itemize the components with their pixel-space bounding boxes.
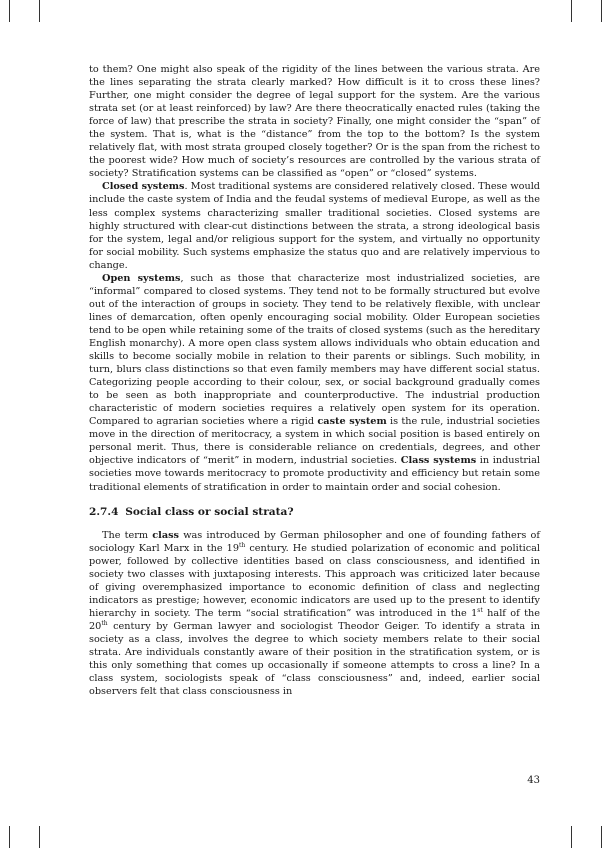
crop-mark <box>39 0 40 22</box>
paragraph-text: in industrial societies move towards meritocracy to promote productivity and efficiency but retain some traditional elements of stratification in order to maintain order and social cohesion. <box>89 455 541 493</box>
crop-mark <box>9 826 10 848</box>
crop-mark <box>601 826 602 848</box>
superscript: th <box>239 541 246 549</box>
paragraph-closed-systems <box>89 180 540 271</box>
term-open-systems: Open systems <box>102 272 181 284</box>
paragraph-open-systems <box>89 272 540 494</box>
paragraph-text: half of the 20 <box>89 607 540 632</box>
paragraph-text: , such as those that characterize most industrialized societies, are “informal” compared to closed systems. They tend not to be formally structured but evolve out of the interaction of groups in society. They tend to be relatively flexible, with unclear lines of demarcation, often openly encouraging social mobility. Older European societies tend to be open while retaining some of the traits of closed systems (such as the hereditary English monarchy). A more open class system allows individuals who obtain education and skills to become socially mobile in relation to their parents or siblings. Such mobility, in turn, blurs class distinctions so that even family members may have different social status. Categorizing people according to their colour, sex, or social background gradually comes to be seen as both inappropriate and counterproductive. The industrial production characteristic of modern societies requires a relatively open system for its operation. Compared to agrarian societies where a rigid <box>89 272 541 428</box>
section-title: Social class or social strata? <box>125 505 294 518</box>
crop-mark <box>39 826 40 848</box>
superscript: th <box>101 619 108 627</box>
section-heading <box>89 506 540 519</box>
page-number: 43 <box>527 775 540 786</box>
paragraph-text: . Most traditional systems are considered relatively closed. These would include the caste system of India and the feudal systems of medieval Europe, as well as the less complex systems characterizing smaller traditional societies. Closed systems are highly structured with clear-cut distinctions between the strata, a strong ideological basis for the system, legal and/or religious support for the system, and virtually no opportunity for social mobility. Such systems emphasize the status quo and are relatively impervious to change. <box>89 181 541 271</box>
paragraph-text: is the rule, industrial societies move in the direction of meritocracy, a system in which social position is based entirely on personal merit. Thus, there is considerable reliance on credentials, degrees, and other objective indicators of “merit” in modern, industrial societies. <box>89 416 540 467</box>
paragraph-text: was introduced by German philosopher and one of founding fathers of sociology Karl Marx in the 19 <box>89 529 540 554</box>
paragraph-text: century. He studied polarization of economic and political power, followed by collective identities based on class consciousness, and identified in society two classes with juxtaposing interests. This approach was criticized later because of giving overemphasized importance to economic definition of class and neglecting indicators as prestige; however, economic indicators are used up to the present to identify hierarchy in society. The term “social stratification” was introduced in the 1 <box>89 542 540 619</box>
term-caste-system: caste system <box>317 416 387 428</box>
page-body <box>89 63 540 698</box>
term-class-systems: Class systems <box>400 455 477 467</box>
paragraph-text: The term <box>102 529 153 541</box>
term-class: class <box>152 529 180 541</box>
crop-mark <box>571 0 572 22</box>
crop-mark <box>571 826 572 848</box>
paragraph: to them? One might also speak of the rigidity of the lines between the various strata. Are the lines separating the strata clearly marked? How difficult is it to cross these lines? Further, one might consider the degree of legal support for the system. Are the various strata set (or at least reinforced) by law? Are there theocratically enacted rules (taking the force of law) that prescribe the strata in society? Finally, one might consider the “span” of the system. That is, what is the “distance” from the top to the bottom? Is the system relatively flat, with most strata grouped closely together? Or is the span from the richest to the poorest wide? How much of society’s resources are controlled by the various strata of society? Stratification systems can be classified as “open” or “closed” systems. <box>89 64 540 180</box>
crop-mark <box>9 0 10 22</box>
paragraph-social-class <box>89 529 540 699</box>
superscript: st <box>477 606 483 614</box>
paragraph-text: century by German lawyer and sociologist Theodor Geiger. To identify a strata in society as a class, involves the degree to which society members relate to their social strata. Are individuals constantly aware of their position in the stratification system, or is this only something that comes up occasionally if someone attempts to cross a line? In a class system, sociologists speak of “class consciousness” and, indeed, earlier social observers felt that class consciousness in <box>89 620 540 698</box>
section-number: 2.7.4 <box>89 505 119 518</box>
term-closed-systems: Closed systems <box>102 181 185 193</box>
crop-mark <box>601 0 602 22</box>
